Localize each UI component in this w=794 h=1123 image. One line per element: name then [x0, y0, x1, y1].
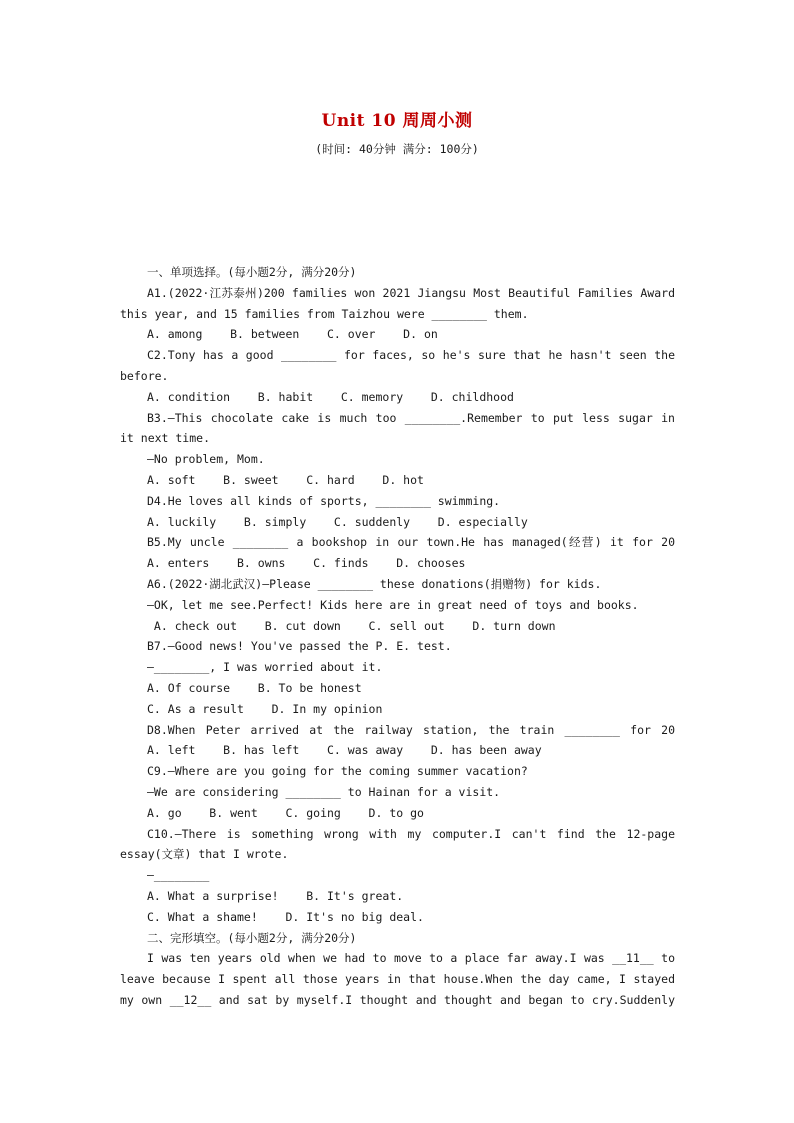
text-line: A. Of course B. To be honest [147, 680, 362, 695]
text-line: C9.—Where are you going for the coming summer vacation? [147, 764, 528, 779]
text-line: A. luckily B. simply C. suddenly D. especially [147, 514, 528, 529]
text-line: A. among B. between C. over D. on [147, 327, 438, 342]
text-line: A. What a surprise! B. It's great. [147, 888, 404, 903]
text-line: A6.(2022·湖北武汉)—Please ________ these donations(捐赠物) for kids. [147, 576, 602, 591]
text-line: B3.—This chocolate cake is much too ________.Remember to put less sugar in [147, 410, 675, 425]
text-line: A. go B. went C. going D. to go [147, 805, 424, 820]
text-line: D8.When Peter arrived at the railway station, the train ________ for 20 [147, 722, 675, 737]
text-line: A. condition B. habit C. memory D. childhood [147, 389, 514, 404]
text-line: —________, I was worried about it. [147, 660, 383, 675]
text-line: A. enters B. owns C. finds D. chooses [147, 556, 466, 571]
text-line: C. What a shame! D. It's no big deal. [147, 909, 424, 924]
document-body [120, 262, 675, 1011]
text-line: C. As a result D. In my opinion [147, 701, 383, 716]
text-line: my own __12__ and sat by myself.I thought and thought and began to cry.Suddenly [120, 992, 675, 1007]
text-line: —________ [147, 868, 210, 883]
text-line: before. [120, 368, 169, 383]
text-line: essay(文章) that I wrote. [120, 847, 289, 862]
text-line: A1.(2022·江苏泰州)200 families won 2021 Jiangsu Most Beautiful Families Award [147, 285, 675, 300]
text-line: B5.My uncle ________ a bookshop in our town.He has managed(经营) it for 20 [147, 535, 675, 550]
text-line: B7.—Good news! You've passed the P. E. test. [147, 639, 452, 654]
text-line: D4.He loves all kinds of sports, ________ swimming. [147, 493, 501, 508]
text-line: this year, and 15 families from Taizhou were ________ them. [120, 306, 529, 321]
text-line: C10.—There is something wrong with my computer.I can't find the 12-page [147, 826, 675, 841]
text-line: I was ten years old when we had to move to a place far away.I was __11__ to [147, 951, 675, 966]
text-line: C2.Tony has a good ________ for faces, so he's sure that he hasn't seen the [147, 348, 675, 363]
page-title: Unit 10 周周小测 [321, 111, 473, 131]
text-line: leave because I spent all those years in that house.When the day came, I stayed [120, 972, 675, 987]
text-line: 二、完形填空。(每小题2分, 满分20分) [147, 930, 357, 945]
text-line: —OK, let me see.Perfect! Kids here are in great need of toys and books. [147, 597, 639, 612]
text-line: —No problem, Mom. [147, 452, 265, 467]
text-line: A. left B. has left C. was away D. has been away [147, 743, 542, 758]
text-line: A. check out B. cut down C. sell out D. turn down [147, 618, 556, 633]
text-line: 一、单项选择。(每小题2分, 满分20分) [147, 265, 357, 279]
page-subtitle: (时间: 40分钟 满分: 100分) [315, 142, 479, 156]
text-line: —We are considering ________ to Hainan for a visit. [147, 784, 501, 799]
text-line: it next time. [120, 431, 211, 446]
text-line: A. soft B. sweet C. hard D. hot [147, 472, 424, 487]
